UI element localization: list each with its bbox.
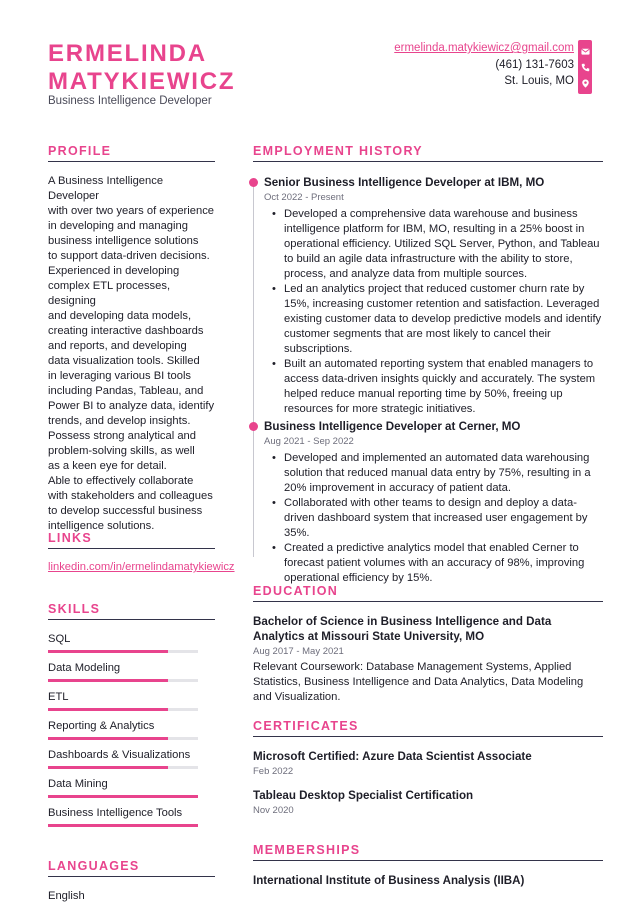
skills-heading: SKILLS <box>48 602 215 620</box>
degree-title: Bachelor of Science in Business Intelligence and Data Analytics at Missouri State University, MO <box>253 615 552 643</box>
skills-section <box>48 602 215 825</box>
job-bullet: • Collaborated with other teams to design and deploy a data-driven dashboard system that increased user engagement by 35%. <box>284 496 603 541</box>
skill-name: Reporting & Analytics <box>48 720 155 732</box>
skill-level-fill <box>48 737 168 740</box>
skill-level-bar <box>48 737 198 740</box>
links-heading: LINKS <box>48 531 215 549</box>
profile-text: A Business Intelligence Developer with over two years of experience in developing and managing business intelligence solutions to support data-driven decisions. Experienced in developing complex ETL processes, designing and developing data models, creating interactive dashboards and reports, and developing data visualization tools. Skilled in leveraging various BI tools including Pandas, Tableau, and Power BI to analyze data, identify trends, and develop insights. Possess strong analytical and problem-solving skills, as well as a keen eye for detail. Able to effectively collaborate with stakeholders and colleagues to develop successful business intelligence solutions. <box>48 175 215 532</box>
certificate-name: Microsoft Certified: Azure Data Scientist Associate <box>253 750 532 763</box>
education-coursework: Relevant Coursework: Database Management Systems, Applied Statistics, Business Intelligence and Data Analytics, Data Modeling and Visualization. <box>253 661 584 703</box>
certificates-heading: CERTIFICATES <box>253 719 603 737</box>
education-section <box>253 584 603 705</box>
location: St. Louis, MO <box>504 75 574 87</box>
job-bullets <box>264 451 603 586</box>
skill-name: Dashboards & Visualizations <box>48 749 191 761</box>
language-item: English <box>48 890 85 902</box>
job-bullets <box>264 207 603 417</box>
last-name: MATYKIEWICZ <box>48 68 236 95</box>
job-title: Senior Business Intelligence Developer at IBM, MO <box>264 176 545 189</box>
skill-name: Data Modeling <box>48 662 121 674</box>
skill-level-fill <box>48 708 168 711</box>
candidate-job-title: Business Intelligence Developer <box>48 95 212 107</box>
job-bullet: • Built an automated reporting system that enabled managers to access data-driven insights quickly and accurately. The system helped reduce manual reporting time by 50%, freeing up resources for more strategic initiatives. <box>284 357 603 417</box>
memberships-section <box>253 843 603 888</box>
skill-level-bar <box>48 650 198 653</box>
skill-item <box>48 662 215 680</box>
first-name: ERMELINDA <box>48 40 207 67</box>
employment-timeline <box>253 176 603 586</box>
job-bullet: • Developed and implemented an automated data warehousing solution that reduced manual data entry by 75%, resulting in a 20% improvement in accuracy of patient data. <box>284 451 603 496</box>
skill-level-bar <box>48 708 198 711</box>
phone-number: (461) 131-7603 <box>495 58 574 71</box>
job-date: Oct 2022 - Present <box>264 192 344 203</box>
skill-level-bar <box>48 824 198 827</box>
skill-item <box>48 749 215 767</box>
candidate-name <box>48 40 235 96</box>
job-date: Aug 2021 - Sep 2022 <box>264 436 354 447</box>
skill-name: ETL <box>48 691 69 703</box>
skill-level-bar <box>48 795 198 798</box>
skill-item <box>48 633 215 651</box>
skill-level-fill <box>48 650 168 653</box>
resume-header <box>48 40 592 116</box>
job-title: Business Intelligence Developer at Cerner, MO <box>264 420 521 433</box>
job-bullet: • Led an analytics project that reduced customer churn rate by 15%, increasing customer retention and satisfaction. Leveraged existing customer data to develop predictive models and identify customer segments that are most likely to cancel their subscriptions. <box>284 282 603 357</box>
certificate-name: Tableau Desktop Specialist Certification <box>253 789 474 802</box>
links-section <box>48 531 235 573</box>
certificates-section <box>253 719 603 817</box>
job-entry <box>264 176 603 417</box>
skill-name: SQL <box>48 633 71 645</box>
skill-level-fill <box>48 824 198 827</box>
timeline-dot <box>249 178 258 187</box>
job-bullet: • Created a predictive analytics model that enabled Cerner to forecast patient volumes with an accuracy of 98%, improving operational efficiency by 15%. <box>284 541 603 586</box>
timeline-dot <box>249 422 258 431</box>
email-icon <box>581 47 590 56</box>
employment-section <box>253 144 603 589</box>
skill-level-fill <box>48 679 168 682</box>
contact-icon-bar <box>578 40 592 94</box>
skill-level-bar <box>48 766 198 769</box>
profile-heading: PROFILE <box>48 144 215 162</box>
profile-section <box>48 144 215 534</box>
memberships-heading: MEMBERSHIPS <box>253 843 603 861</box>
languages-section <box>48 859 215 902</box>
employment-heading: EMPLOYMENT HISTORY <box>253 144 603 162</box>
job-bullet: • Developed a comprehensive data warehouse and business intelligence platform for IBM, MO, resulting in a 25% boost in operational efficiency. Utilized SQL Server, Python, and Tableau to build an agile data infrastructure with the ability to store, process, and analyze data from multiple sources. <box>284 207 603 282</box>
languages-heading: LANGUAGES <box>48 859 215 877</box>
education-heading: EDUCATION <box>253 584 603 602</box>
skill-name: Data Mining <box>48 778 108 790</box>
membership-item: International Institute of Business Analysis (IIBA) <box>253 874 525 887</box>
skill-item <box>48 778 215 796</box>
skill-level-fill <box>48 795 198 798</box>
skill-name: Business Intelligence Tools <box>48 807 183 819</box>
location-pin-icon <box>581 79 590 88</box>
skill-item <box>48 720 215 738</box>
skill-level-fill <box>48 766 168 769</box>
skill-item <box>48 691 215 709</box>
email-link[interactable]: ermelinda.matykiewicz@gmail.com <box>394 42 574 54</box>
skill-item <box>48 807 215 825</box>
skill-level-bar <box>48 679 198 682</box>
contact-info <box>394 40 574 90</box>
certificate-date: Nov 2020 <box>253 805 294 816</box>
certificate-date: Feb 2022 <box>253 766 294 777</box>
education-date: Aug 2017 - May 2021 <box>253 646 344 657</box>
linkedin-link[interactable]: linkedin.com/in/ermelindamatykiewicz <box>48 561 235 573</box>
job-entry <box>264 420 603 586</box>
phone-icon <box>581 63 590 72</box>
